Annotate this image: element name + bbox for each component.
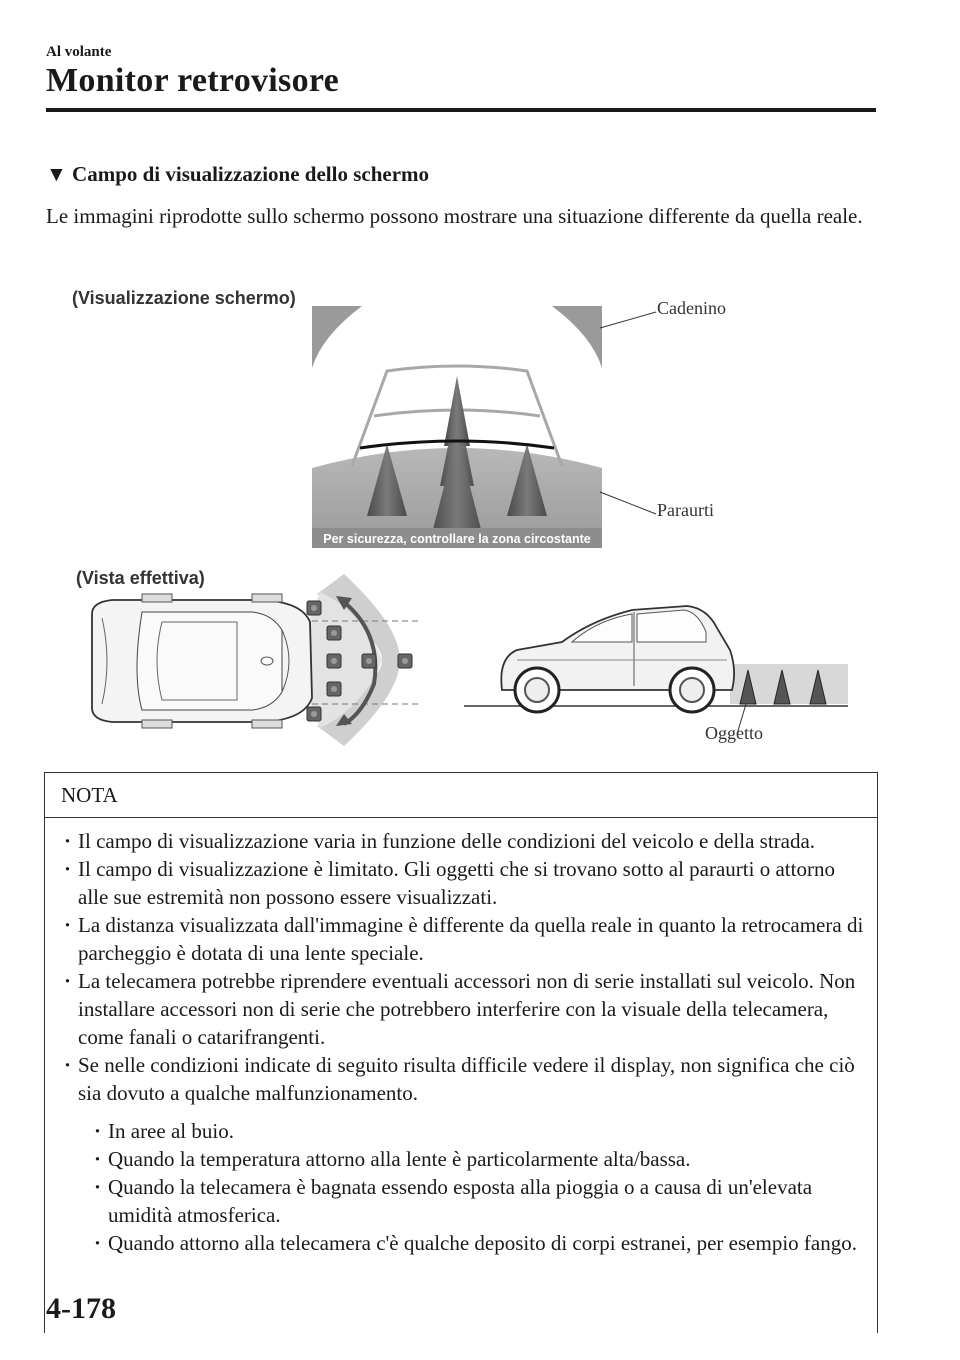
screen-banner-text: Per sicurezza, controllare la zona circostante (323, 532, 591, 546)
callout-cadenino: Cadenino (657, 298, 726, 318)
note-sub-item: · Quando attorno alla telecamera c'è qualche deposito di corpi estranei, per esempio fango. (75, 1229, 867, 1257)
title-rule (46, 108, 876, 112)
callout-oggetto: Oggetto (705, 723, 763, 743)
side-view-illustration (462, 598, 852, 748)
callout-leaders (590, 300, 670, 530)
screen-view-illustration (312, 306, 602, 548)
note-list (45, 818, 877, 1107)
page-number: 4-178 (46, 1292, 116, 1325)
note-title: NOTA (45, 773, 877, 818)
intro-paragraph: Le immagini riprodotte sullo schermo possono mostrare una situazione differente da quella reale. (46, 204, 863, 228)
note-sub-list (45, 1117, 877, 1257)
note-item: · La telecamera potrebbe riprendere eventuali accessori non di serie installati sul veicolo. Non installare accessori non di serie che potrebbero interferire con la visuale della telecamera, come fanali o catarifrangenti. (45, 967, 867, 1051)
actual-view-caption: (Vista effettiva) (76, 568, 205, 588)
screen-view-caption: (Visualizzazione schermo) (72, 288, 296, 308)
note-item: · Il campo di visualizzazione è limitato. Gli oggetti che si trovano sotto al paraurti o attorno alle sue estremità non possono essere visualizzati. (45, 855, 867, 911)
note-box (44, 772, 878, 1333)
note-item: · Il campo di visualizzazione varia in funzione delle condizioni del veicolo e della strada. (45, 827, 867, 855)
note-sub-item: · Quando la telecamera è bagnata essendo esposta alla pioggia o a causa di un'elevata umidità atmosferica. (75, 1173, 867, 1229)
top-view-illustration (82, 574, 430, 746)
note-item: · Se nelle condizioni indicate di seguito risulta difficile vedere il display, non significa che ciò sia dovuto a qualche malfunzionamento. (45, 1051, 867, 1107)
section-label: Al volante (46, 44, 112, 60)
section-subheading: ▼ Campo di visualizzazione dello schermo (46, 162, 430, 186)
callout-paraurti: Paraurti (657, 500, 714, 520)
note-sub-item: · In aree al buio. (75, 1117, 867, 1145)
note-item: · La distanza visualizzata dall'immagine è differente da quella reale in quanto la retrocamera di parcheggio è dotata di una lente speciale. (45, 911, 867, 967)
page-title: Monitor retrovisore (46, 62, 340, 99)
note-sub-item: · Quando la temperatura attorno alla lente è particolarmente alta/bassa. (75, 1145, 867, 1173)
